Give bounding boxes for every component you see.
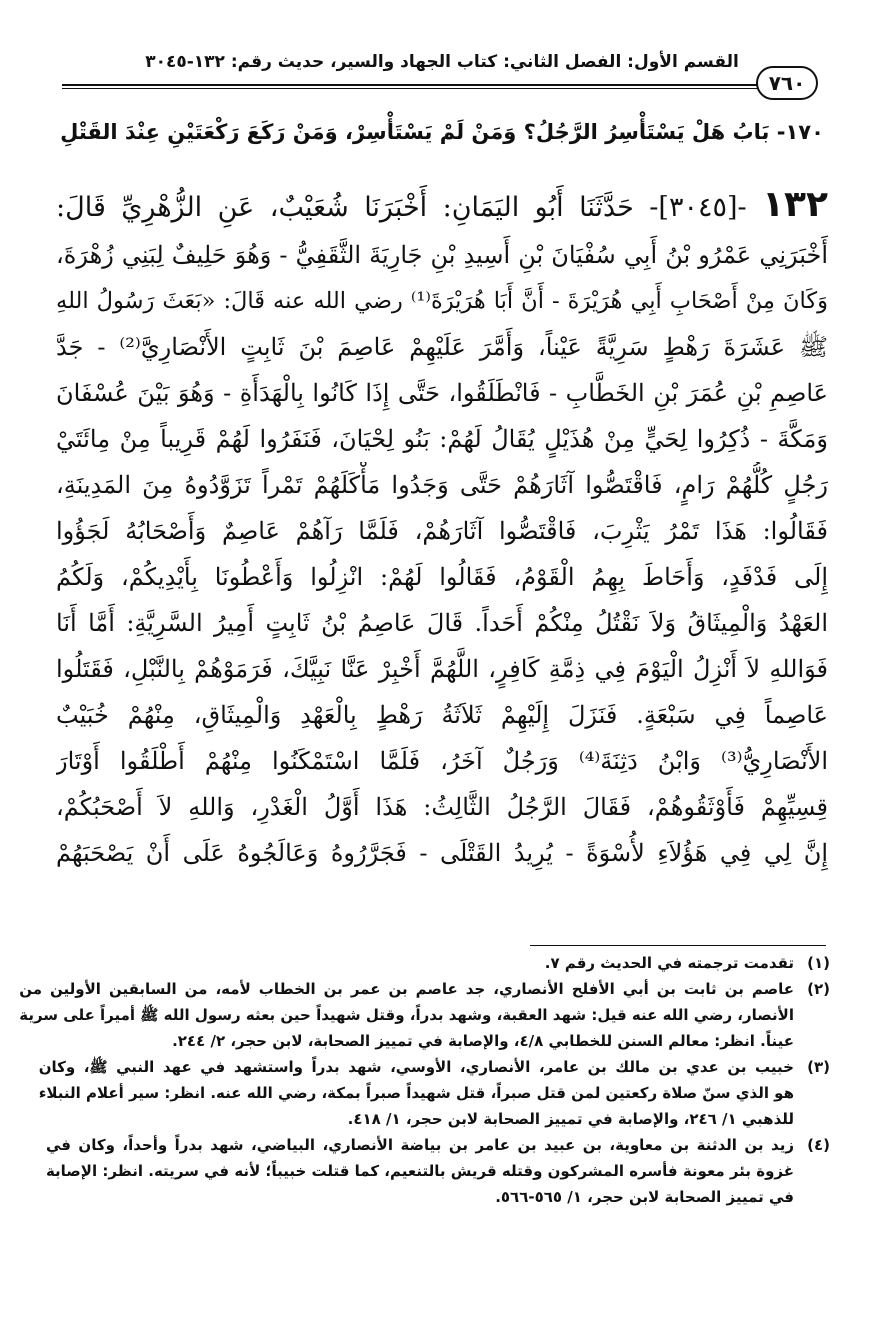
footnote-line: خبيب بن عدي بن مالك بن عامر، الأنصاري، الأوسي، شهد بدراً واستشهد في عهد النبي ﷺ، وكان bbox=[38, 1058, 794, 1076]
header-rule-thin bbox=[62, 88, 810, 89]
footnote-line: عيناً. انظر: معالم السنن للخطابي ٤/٨، والإصابة في تمييز الصحابة، لابن حجر، ٢/ ٢٤٤. bbox=[172, 1032, 794, 1050]
footnote-line: عاصم بن ثابت بن أبي الأفلح الأنصاري، جد عاصم بن عمر بن الخطاب لأمه، من السابقين الأولين من bbox=[19, 980, 794, 998]
footnote bbox=[19, 976, 830, 1054]
footnotes bbox=[19, 950, 830, 1210]
header-rule bbox=[62, 84, 810, 86]
footnote-line: الأنصار، رضي الله عنه قيل: شهد العقبة، وشهد بدراً، وقتل شهيداً حين بعثه رسول الله ﷺ أميراً على سرية bbox=[19, 1006, 794, 1024]
hadith-line: الأَنْصَارِيُّ⁽³⁾ وَابْنُ دَثِنَةَ⁽⁴⁾ وَرَجُلٌ آخَرُ، فَلَمَّا اسْتَمْكَنُوا مِنْهُمْ أَطْلَقُوا أَوْتَارَ bbox=[56, 747, 828, 775]
footnote-number: (١) bbox=[807, 954, 830, 972]
footnote-number: (٣) bbox=[807, 1058, 830, 1076]
footnote-number: (٢) bbox=[807, 980, 830, 998]
hadith-line bbox=[56, 178, 828, 232]
footnote-line: تقدمت ترجمته في الحديث رقم ٧. bbox=[544, 954, 794, 972]
hadith-line: قِسِيِّهِمْ فَأَوْثَقُوهُمْ، فَقَالَ الرَّجُلُ الثَّالِثُ: هَذَا أَوَّلُ الْغَدْرِ، وَاللهِ لاَ أَصْحَبُكُمْ، bbox=[56, 793, 828, 821]
hadith-text bbox=[56, 178, 828, 876]
footnote-line: في تمييز الصحابة لابن حجر، ١/ ٥٦٥-٥٦٦. bbox=[495, 1188, 794, 1206]
footnote-line: هو الذي سنّ صلاة ركعتين لمن قتل صبراً، قتل شهيداً صبراً بمكة، رضي الله عنه. انظر: سير أعلام النبلاء bbox=[38, 1084, 794, 1102]
hadith-line: أَخْبَرَنِي عَمْرُو بْنُ أَبِي سُفْيَانَ بْنِ أَسِيدِ بْنِ جَارِيَةَ الثَّقَفِيُّ - وَهُوَ حَلِيفٌ لِبَنِي زُهْرَةَ، bbox=[56, 241, 828, 269]
hadith-line: فَقَالُوا: هَذَا تَمْرُ يَثْرِبَ، فَاقْتَصُّوا آثَارَهُمْ، فَلَمَّا رَآهُمْ عَاصِمٌ وَأَصْحَابُهُ لَجَؤُوا bbox=[56, 517, 828, 545]
footnote-separator bbox=[530, 945, 826, 946]
chapter-title: ١٧٠- بَابُ هَلْ يَسْتَأْسِرُ الرَّجُلُ؟ وَمَنْ لَمْ يَسْتَأْسِرْ، وَمَنْ رَكَعَ رَكْعَتَيْنِ عِنْدَ القَتْلِ bbox=[60, 120, 824, 144]
footnote-line: للذهبي ١/ ٢٤٦، والإصابة في تمييز الصحابة لابن حجر، ١/ ٤١٨. bbox=[347, 1110, 794, 1128]
hadith-line: فَوَاللهِ لاَ أَنْزِلُ الْيَوْمَ فِي ذِمَّةِ كَافِرٍ، اللَّهُمَّ أَخْبِرْ عَنَّا نَبِيَّكَ، فَرَمَوْهُمْ بِالنَّبْلِ، فَقَتَلُوا bbox=[56, 655, 828, 683]
hadith-line: وَكَانَ مِنْ أَصْحَابِ أَبِي هُرَيْرَةَ - أَنَّ أَبَا هُرَيْرَةَ⁽¹⁾ رضي الله عنه قَالَ: «بَعَثَ رَسُولُ اللهِ bbox=[56, 288, 828, 314]
hadith-line: ﷺ عَشَرَةَ رَهْطٍ سَرِيَّةً عَيْناً، وَأَمَّرَ عَلَيْهِمْ عَاصِمَ بْنَ ثَابِتٍ الأَنْصَارِيَّ⁽²⁾ - جَدَّ bbox=[56, 333, 828, 361]
footnote bbox=[58, 950, 830, 976]
footnote bbox=[45, 1132, 830, 1210]
hadith-line: عَاصِمِ بْنِ عُمَرَ بْنِ الخَطَّابِ - فَانْطَلَقُوا، حَتَّى إِذَا كَانُوا بِالْهَدَأَةِ - وَهُوَ بَيْنَ عُسْفَانَ bbox=[56, 379, 828, 407]
hadith-line: وَمَكَّةَ - ذُكِرُوا لِحَيٍّ مِنْ هُذَيْلٍ يُقَالُ لَهُمْ: بَنُو لِحْيَانَ، فَنَفَرُوا لَهُمْ قَرِيباً مِنْ مِائَتَيْ bbox=[56, 425, 828, 453]
hadith-number: ١٣٢ bbox=[762, 184, 828, 225]
footnote-line: غزوة بئر معونة فأسره المشركون وقتله قريش بالتنعيم، كما قتلت خبيباً؛ لأنه في سريته. انظر: الإصابة bbox=[45, 1162, 794, 1180]
footnote bbox=[38, 1054, 830, 1132]
footnote-number: (٤) bbox=[807, 1136, 830, 1154]
hadith-line: العَهْدُ وَالْمِيثَاقُ وَلاَ نَقْتُلُ مِنْكُمْ أَحَداً. قَالَ عَاصِمُ بْنُ ثَابِتٍ أَمِيرُ السَّرِيَّةِ: أَمَّا أَنَا bbox=[56, 609, 828, 637]
hadith-line: إِلَى فَدْفَدٍ، وَأَحَاطَ بِهِمُ الْقَوْمُ، فَقَالُوا لَهُمْ: انْزِلُوا وَأَعْطُونَا بِأَيْدِيكُمْ، وَلَكُمُ bbox=[56, 563, 828, 591]
footnote-line: زيد بن الدثنة بن معاوية، بن عبيد بن عامر بن بياضة الأنصاري، البياضي، شهد بدراً وأحداً، وكان في bbox=[45, 1136, 794, 1154]
hadith-isnad: -[٣٠٤٥]- حَدَّثَنَا أَبُو اليَمَانِ: أَخْبَرَنَا شُعَيْبٌ، عَنِ الزُّهْرِيِّ قَالَ: bbox=[56, 192, 747, 223]
running-header: القسم الأول: الفصل الثاني: كتاب الجهاد والسير، حديث رقم: ١٣٢-٣٠٤٥ bbox=[145, 52, 739, 72]
hadith-line: إِنَّ لِي فِي هَؤُلاَءِ لأُسْوَةً - يُرِيدُ القَتْلَى - فَجَرَّرُوهُ وَعَالَجُوهُ عَلَى أَنْ يَصْحَبَهُمْ bbox=[56, 839, 828, 867]
hadith-line: عَاصِماً فِي سَبْعَةٍ. فَنَزَلَ إِلَيْهِمْ ثَلاَثَةُ رَهْطٍ بِالْعَهْدِ وَالْمِيثَاقِ، مِنْهُمْ خُبَيْبٌ bbox=[56, 701, 828, 729]
hadith-line: رَجُلٍ كُلُّهُمْ رَامٍ، فَاقْتَصُّوا آثَارَهُمْ حَتَّى وَجَدُوا مَأْكَلَهُمْ تَمْراً تَزَوَّدُوهُ مِنَ المَدِينَةِ، bbox=[56, 471, 828, 499]
page-number-badge: ٧٦٠ bbox=[756, 66, 818, 100]
